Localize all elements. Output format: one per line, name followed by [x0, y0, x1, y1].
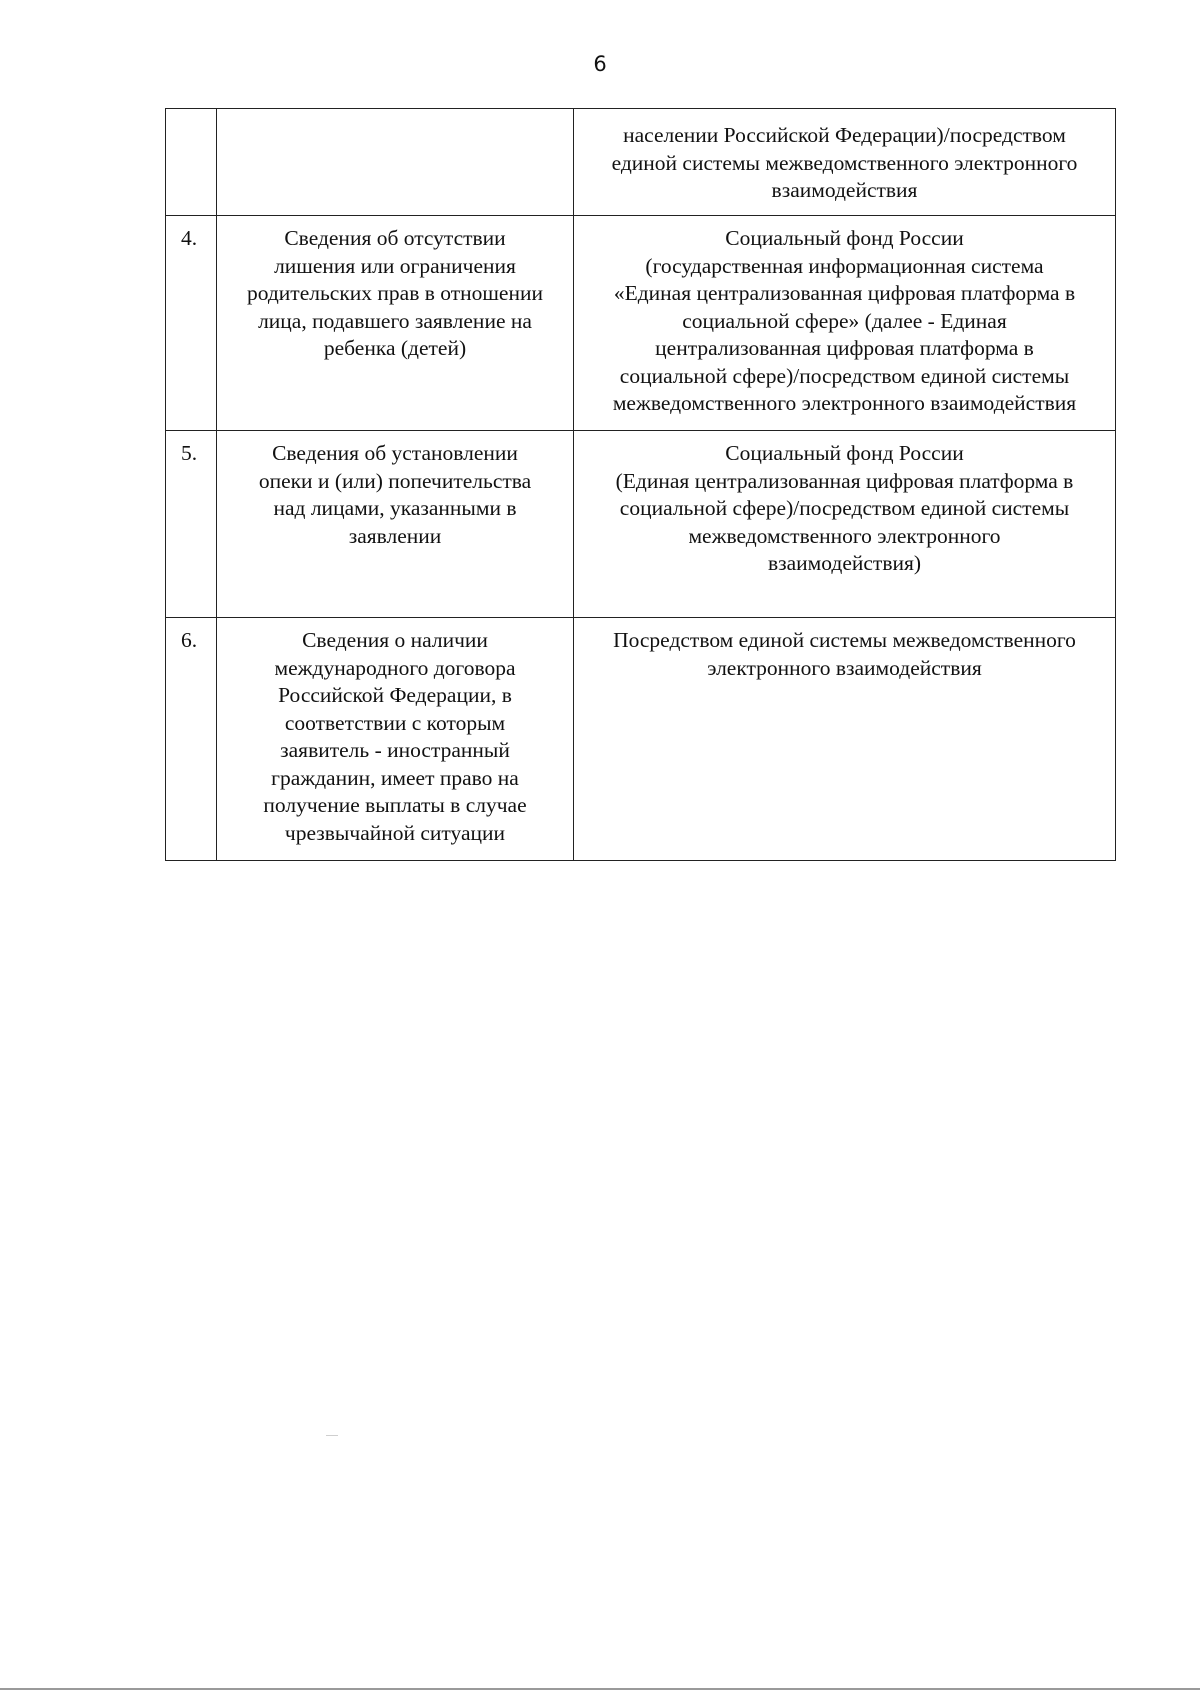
source-text: Социальный фонд России (государственная информационная система «Единая централизованная цифровая платформа в социальной сфере» (далее - Единая централизованная цифровая платформа в социальной сфере)/посредством единой системы межведомственного электронного взаимодействия — [612, 226, 1077, 415]
document-table — [165, 108, 1116, 861]
information-cell — [217, 618, 574, 861]
table-row — [166, 618, 1116, 861]
row-number-cell — [166, 618, 217, 861]
source-cell — [574, 216, 1116, 431]
source-cell — [574, 431, 1116, 618]
row-number: 4. — [180, 226, 198, 250]
information-text: Сведения об установлении опеки и (или) попечительства над лицами, указанными в заявлении — [258, 441, 532, 548]
source-cell — [574, 618, 1116, 861]
information-cell — [217, 109, 574, 216]
information-cell — [217, 431, 574, 618]
row-number-cell — [166, 216, 217, 431]
scan-edge-line — [0, 1688, 1200, 1690]
source-text: Посредством единой системы межведомственного электронного взаимодействия — [613, 628, 1076, 680]
source-cell — [574, 109, 1116, 216]
table-row — [166, 109, 1116, 216]
information-cell — [217, 216, 574, 431]
page-number: 6 — [593, 52, 607, 76]
information-text: Сведения о наличии международного договора Российской Федерации, в соответствии с которым заявитель - иностранный гражданин, имеет право на получение выплаты в случае чрезвычайной ситуации — [263, 628, 527, 845]
row-number-cell — [166, 109, 217, 216]
source-text: населении Российской Федерации)/посредством единой системы межведомственного электронного взаимодействия — [611, 123, 1078, 202]
table-row — [166, 431, 1116, 618]
scan-speck — [326, 1435, 338, 1436]
information-text: Сведения об отсутствии лишения или ограничения родительских прав в отношении лица, подавшего заявление на ребенка (детей) — [246, 226, 543, 360]
row-number: 6. — [180, 628, 198, 652]
source-text: Социальный фонд России (Единая централизованная цифровая платформа в социальной сфере)/посредством единой системы межведомственного электронного взаимодействия) — [615, 441, 1074, 575]
table-row — [166, 216, 1116, 431]
row-number-cell — [166, 431, 217, 618]
row-number: 5. — [180, 441, 198, 465]
